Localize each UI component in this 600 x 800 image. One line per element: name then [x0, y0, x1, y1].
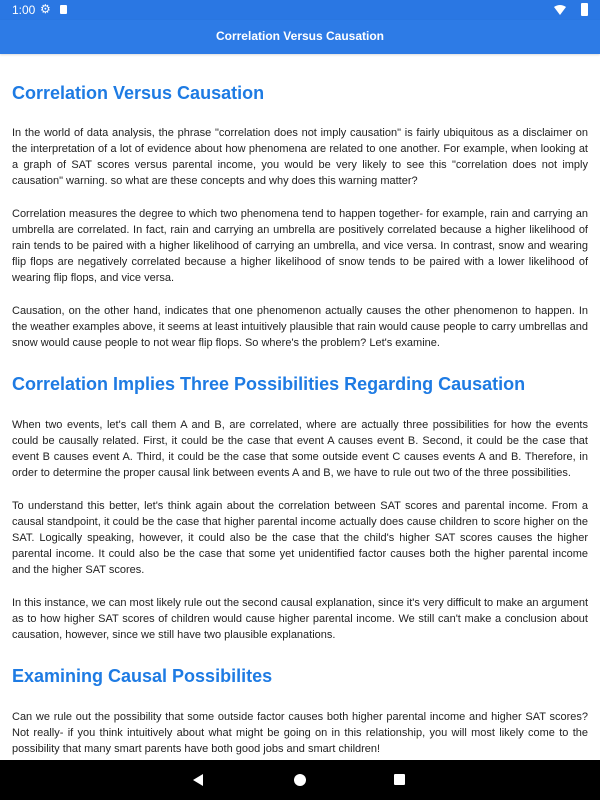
wifi-icon — [554, 4, 566, 16]
article-heading-three-possibilities: Correlation Implies Three Possibilities Regarding Causation — [12, 374, 526, 394]
article-paragraph: In the world of data analysis, the phrase "correlation does not imply causation" is fairly ubiquitous as a disclaimer on the interpretation of a lot of evidence about how phenomena are related to one another. For example, when looking at a graph of SAT scores versus parental income, you would be very likely to see this "correlation does not imply causation" warning. so what are these concepts and why does this warning matter? — [12, 127, 588, 187]
article-heading-correlation: Correlation Versus Causation — [12, 83, 265, 103]
article-heading-examining: Examining Causal Possibilites — [12, 666, 273, 686]
recents-icon[interactable] — [394, 774, 405, 785]
status-bar — [0, 0, 600, 20]
article-paragraph: Correlation measures the degree to which two phenomena tend to happen together- for example, rain and carrying an umbrella are correlated. In fact, rain and carrying an umbrella are positively correlated because a higher likelihood of rain tends to be paired with a higher likelihood of carrying an umbrella, and vice versa. In contrast, snow and wearing flip flops are negatively correlated because a higher likelihood of snow tends to be paired with a lower likelihood of wearing flip flops, and vice versa. — [12, 208, 588, 284]
article-paragraph: In this instance, we can most likely rule out the second causal explanation, since it's very difficult to make an argument as to how higher SAT scores of children would cause higher parental income. We still can't make a conclusion about causation, however, since we still have two plausible explanations. — [12, 597, 588, 641]
navigation-bar — [0, 760, 600, 800]
back-icon[interactable] — [193, 774, 203, 786]
status-time: 1:00 — [12, 3, 36, 17]
app-bar-title: Correlation Versus Causation — [215, 29, 385, 43]
gear-icon: ⚙ — [40, 2, 51, 16]
app-bar — [0, 20, 600, 54]
article-paragraph: Can we rule out the possibility that some outside factor causes both higher parental income and higher SAT scores? Not really- if you think intuitively about what might be going on in this relationship, you will most likely come to the possibility that many smart parents have both good jobs and smart children! — [12, 711, 588, 755]
article-content[interactable] — [0, 54, 600, 760]
battery-icon — [581, 3, 588, 16]
article-paragraph: When two events, let's call them A and B, are correlated, where are actually three possibilities for how the events could be causally related. First, it could be the case that event A causes event B. Second, it could be the case that event B causes event A. Third, it could be the case that some outside event C causes events A and B. Therefore, in order to determine the proper causal link between events A and B, we have to rule out two of the three possibilities. — [12, 419, 588, 479]
article-paragraph: Causation, on the other hand, indicates that one phenomenon actually causes the other phenomenon to happen. In the weather examples above, it seems at least intuitively plausible that rain would cause people to carry umbrellas and snow would cause people to not wear flip flops. So where's the problem? Let's examine. — [12, 305, 588, 349]
home-icon[interactable] — [294, 774, 306, 786]
article-paragraph: To understand this better, let's think again about the correlation between SAT scores and parental income. From a causal standpoint, it could be the case that higher parental income actually does cause children to score higher on the SAT. Logically speaking, however, it could also be the case that the child's higher SAT scores causes the higher parental income. It could also be the case that some yet unidentified factor causes both the higher parental income and the higher SAT scores. — [12, 500, 588, 576]
sd-card-icon — [60, 5, 67, 14]
